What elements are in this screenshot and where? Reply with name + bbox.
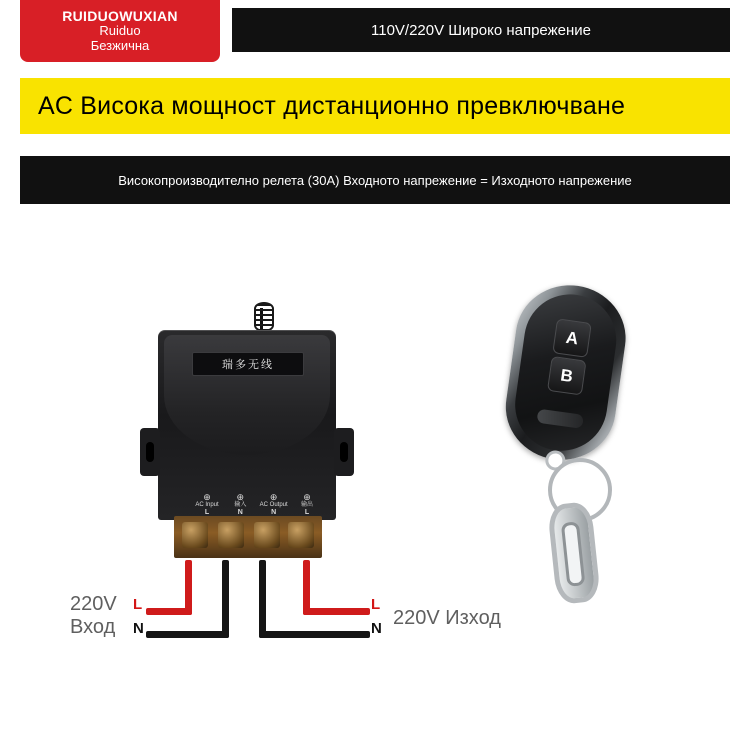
wire-input-live-leg <box>146 608 192 615</box>
wire-input-live <box>185 560 192 615</box>
terminal-screw <box>254 522 280 548</box>
wire-output-live <box>303 560 310 615</box>
remote-face <box>509 288 622 456</box>
terminal-pin-3: N <box>271 508 277 516</box>
terminal-print-4 <box>292 493 322 516</box>
product-photo-area <box>0 215 750 750</box>
terminal-pin-1: L <box>204 508 210 516</box>
relay-body <box>158 330 336 520</box>
output-caption-title: 220V Изход <box>393 607 501 629</box>
wire-input-neutral-leg <box>146 631 229 638</box>
terminal-cn-3: 输出 <box>300 502 313 509</box>
terminal-screw <box>218 522 244 548</box>
copper-terminal-block <box>174 516 322 558</box>
headline-banner <box>20 78 730 134</box>
terminal-cn-1: 输入 <box>234 502 247 509</box>
terminal-print-1 <box>192 493 222 516</box>
label-input-l: L <box>133 596 143 613</box>
wire-input-neutral <box>222 560 229 638</box>
terminal-top-1: AC <box>195 502 204 509</box>
mounting-ear-right <box>334 428 354 476</box>
brand-name-short: Ruiduo <box>99 23 141 39</box>
terminal-top-3: AC <box>259 502 268 509</box>
wire-output-live-leg <box>303 608 370 615</box>
subtitle-banner <box>20 156 730 204</box>
label-input-n: N <box>133 620 144 637</box>
terminal-pin-4: L <box>304 508 310 516</box>
input-caption <box>70 593 117 639</box>
wire-output-neutral <box>259 560 266 638</box>
brand-badge <box>20 0 220 62</box>
terminal-screw <box>182 522 208 548</box>
remote-shell <box>499 278 632 467</box>
terminal-print-3 <box>259 493 289 516</box>
brand-name-latin: RUIDUOWUXIAN <box>62 7 178 24</box>
voltage-banner <box>232 8 730 52</box>
wire-output-neutral-leg <box>259 631 370 638</box>
remote-control <box>498 278 633 477</box>
remote-logo <box>536 409 584 429</box>
label-output-l: L <box>371 596 381 613</box>
terminal-pin-2: N <box>237 508 243 516</box>
terminal-symbol-icon: ⊕ <box>269 491 278 502</box>
terminal-mid-1: Input <box>205 502 219 509</box>
subtitle-text: Високопроизводително релета (30A) Входното напрежение = Изходното напрежение <box>118 172 632 188</box>
remote-button-b[interactable]: B <box>547 356 587 396</box>
relay-module <box>158 330 336 580</box>
label-output-n: N <box>371 620 382 637</box>
terminal-symbol-icon: ⊕ <box>236 491 245 502</box>
remote-button-a[interactable]: A <box>552 318 592 358</box>
terminal-symbol-icon: ⊕ <box>203 491 211 502</box>
terminal-screw <box>288 522 314 548</box>
mounting-ear-left <box>140 428 160 476</box>
output-caption <box>393 607 501 630</box>
terminal-symbol-icon: ⊕ <box>303 491 311 502</box>
relay-brand-label: 瑞多无线 <box>192 352 304 376</box>
brand-name-bg: Безжична <box>90 37 150 53</box>
headline-text: AC Висока мощност дистанционно превключване <box>38 91 626 120</box>
input-caption-title: 220V <box>70 593 117 615</box>
terminal-mid-3: Output <box>269 502 288 509</box>
terminal-print-strip <box>192 482 322 516</box>
voltage-banner-text: 110V/220V Широко напрежение <box>371 21 591 39</box>
input-caption-sub: Вход <box>70 616 116 638</box>
terminal-print-2 <box>225 493 255 516</box>
